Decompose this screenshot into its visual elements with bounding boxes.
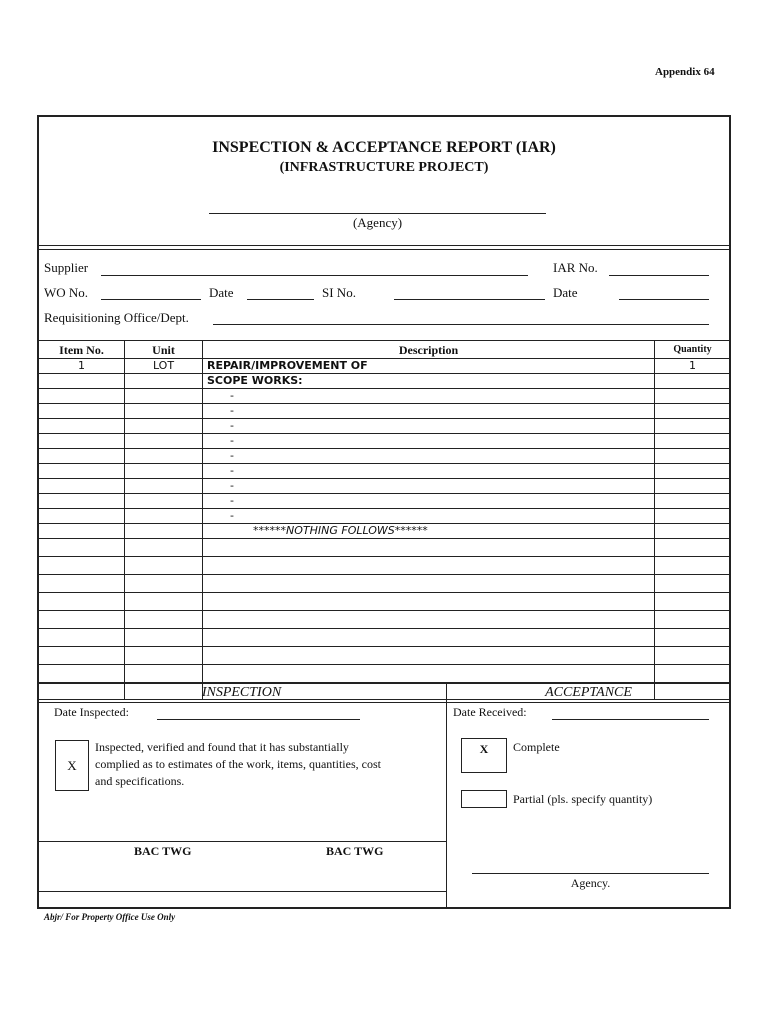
table-row bbox=[39, 665, 731, 683]
iar-no-field[interactable] bbox=[609, 275, 709, 276]
inspection-statement: and specifications. bbox=[95, 774, 185, 788]
table-row bbox=[39, 593, 731, 611]
inspected-checkbox[interactable]: X bbox=[55, 740, 89, 791]
acceptance-heading: ACCEPTANCE bbox=[545, 685, 632, 700]
date2-field[interactable] bbox=[619, 299, 709, 300]
header-unit: Unit bbox=[125, 341, 203, 359]
report-title: INSPECTION & ACCEPTANCE REPORT (IAR) bbox=[212, 139, 556, 156]
agency-signature-line bbox=[472, 873, 709, 874]
table-row bbox=[39, 509, 731, 524]
date2-label: Date bbox=[553, 285, 578, 300]
report-subtitle: (INFRASTRUCTURE PROJECT) bbox=[279, 160, 489, 175]
wo-no-field[interactable] bbox=[101, 299, 201, 300]
description-cell: - bbox=[203, 449, 655, 464]
table-row bbox=[39, 404, 731, 419]
item-no-cell: 1 bbox=[39, 359, 125, 374]
supplier-field[interactable] bbox=[101, 275, 528, 276]
supplier-label: Supplier bbox=[44, 260, 89, 275]
bac-twg-signature-2: BAC TWG bbox=[326, 844, 384, 858]
date-label: Date bbox=[209, 285, 234, 300]
column-divider bbox=[446, 683, 447, 909]
inspection-statement: complied as to estimates of the work, items, quantities, cost bbox=[95, 757, 381, 771]
divider bbox=[37, 891, 446, 892]
table-row bbox=[39, 629, 731, 647]
si-no-field[interactable] bbox=[394, 299, 545, 300]
description-cell: - bbox=[203, 434, 655, 449]
table-row bbox=[39, 419, 731, 434]
description-cell: SCOPE WORKS: bbox=[203, 374, 655, 389]
description-cell: - bbox=[203, 494, 655, 509]
divider bbox=[37, 841, 446, 842]
date-inspected-label: Date Inspected: bbox=[54, 705, 129, 719]
divider bbox=[37, 245, 731, 246]
inspection-heading: INSPECTION bbox=[201, 685, 282, 700]
description-cell: REPAIR/IMPROVEMENT OF bbox=[203, 359, 655, 374]
divider bbox=[37, 683, 731, 684]
table-row bbox=[39, 524, 731, 539]
date-received-label: Date Received: bbox=[453, 705, 527, 719]
nothing-follows: ******NOTHING FOLLOWS****** bbox=[203, 524, 655, 539]
appendix-label: Appendix 64 bbox=[655, 66, 715, 78]
table-row bbox=[39, 557, 731, 575]
agency-line bbox=[209, 213, 546, 214]
table-row bbox=[39, 479, 731, 494]
description-cell: - bbox=[203, 389, 655, 404]
date-field[interactable] bbox=[247, 299, 314, 300]
table-row bbox=[39, 494, 731, 509]
description-cell: - bbox=[203, 464, 655, 479]
si-no-label: SI No. bbox=[322, 285, 356, 300]
divider bbox=[37, 249, 731, 250]
table-row bbox=[39, 434, 731, 449]
table-header-row bbox=[39, 341, 731, 359]
partial-label: Partial (pls. specify quantity) bbox=[513, 792, 653, 806]
date-received-field[interactable] bbox=[552, 719, 709, 720]
table-row bbox=[39, 611, 731, 629]
header-item-no: Item No. bbox=[39, 341, 125, 359]
partial-checkbox[interactable] bbox=[461, 790, 507, 808]
divider bbox=[37, 702, 731, 703]
description-cell: - bbox=[203, 479, 655, 494]
header-quantity: Quantity bbox=[655, 341, 731, 359]
requisitioning-field[interactable] bbox=[213, 324, 709, 325]
description-cell: - bbox=[203, 404, 655, 419]
header-description: Description bbox=[203, 341, 655, 359]
inspection-statement: Inspected, verified and found that it has substantially bbox=[95, 740, 349, 754]
unit-cell: LOT bbox=[125, 359, 203, 374]
table-row bbox=[39, 539, 731, 557]
iar-no-label: IAR No. bbox=[553, 260, 598, 275]
quantity-cell: 1 bbox=[655, 359, 731, 374]
date-inspected-field[interactable] bbox=[157, 719, 360, 720]
items-table bbox=[38, 340, 731, 700]
complete-label: Complete bbox=[513, 740, 560, 754]
wo-no-label: WO No. bbox=[44, 285, 89, 300]
complete-checkbox[interactable]: X bbox=[461, 738, 507, 773]
bac-twg-signature-1: BAC TWG bbox=[134, 844, 192, 858]
requisitioning-label: Requisitioning Office/Dept. bbox=[44, 310, 189, 325]
description-cell: - bbox=[203, 419, 655, 434]
table-row bbox=[39, 464, 731, 479]
table-row bbox=[39, 449, 731, 464]
agency-label: (Agency) bbox=[352, 215, 403, 230]
table-row bbox=[39, 374, 731, 389]
footnote: Abjr/ For Property Office Use Only bbox=[44, 912, 176, 922]
agency-signature-label: Agency. bbox=[570, 876, 611, 890]
table-row bbox=[39, 359, 731, 374]
table-row bbox=[39, 575, 731, 593]
description-cell: - bbox=[203, 509, 655, 524]
table-row bbox=[39, 647, 731, 665]
table-row bbox=[39, 389, 731, 404]
